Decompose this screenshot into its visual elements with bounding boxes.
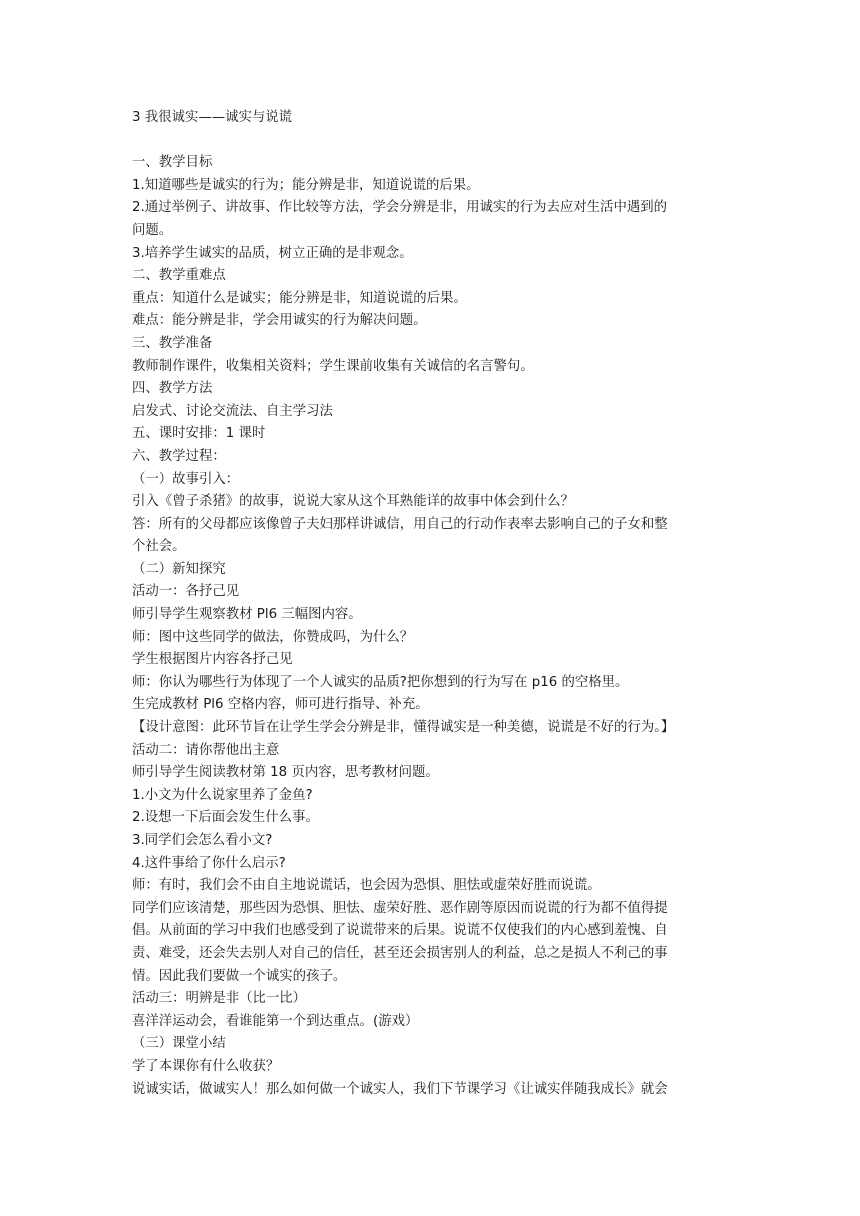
- text-line: 师引导学生观察教材 Pl6 三幅图内容。: [132, 607, 362, 623]
- text-line: 活动三：明辨是非（比一比）: [132, 991, 307, 1007]
- text-line: 说诚实话，做诚实人！那么如何做一个诚实人，我们下节课学习《让诚实伴随我成长》就会: [132, 1081, 668, 1097]
- document-body: [132, 107, 732, 1101]
- text-line: 师：有时，我们会不由自主地说谎话，也会因为恐惧、胆怯或虚荣好胜而说谎。: [132, 878, 601, 894]
- text-line: 3.培养学生诚实的品质，树立正确的是非观念。: [132, 245, 413, 261]
- text-line: 三、教学准备: [132, 335, 213, 351]
- text-line: 同学们应该清楚，那些因为恐惧、胆怯、虚荣好胜、恶作剧等原因而说谎的行为都不值得提: [132, 900, 668, 916]
- text-line: 倡。从前面的学习中我们也感受到了说谎带来的后果。说谎不仅使我们的内心感到羞愧、自: [132, 923, 668, 939]
- text-line: （一）故事引入：: [132, 471, 240, 487]
- text-line: 问题。: [132, 222, 173, 238]
- text-line: 喜洋洋运动会，看谁能第一个到达重点。(游戏）: [132, 1013, 419, 1029]
- text-line: 2.通过举例子、讲故事、作比较等方法，学会分辨是非，用诚实的行为去应对生活中遇到的: [132, 200, 668, 216]
- text-line: 学生根据图片内容各抒己见: [132, 652, 293, 668]
- text-line: 引入《曾子杀猪》的故事，说说大家从这个耳熟能详的故事中体会到什么？: [132, 494, 574, 510]
- text-line: 生完成教材 Pl6 空格内容，师可进行指导、补充。: [132, 697, 429, 713]
- text-line: 四、教学方法: [132, 381, 213, 397]
- text-line: 学了本课你有什么收获？: [132, 1058, 280, 1074]
- text-lines: [132, 152, 732, 1101]
- text-line: 1.知道哪些是诚实的行为；能分辨是非，知道说谎的后果。: [132, 177, 480, 193]
- text-line: 答：所有的父母都应该像曾子夫妇那样讲诚信，用自己的行动作表率去影响自己的子女和整: [132, 516, 668, 532]
- text-line: 责、难受，还会失去别人对自己的信任，甚至还会损害别人的利益，总之是损人不利己的事: [132, 945, 668, 961]
- text-line: 六、教学过程：: [132, 448, 226, 464]
- text-line: 二、教学重难点: [132, 268, 226, 284]
- text-line: 活动一：各抒己见: [132, 584, 240, 600]
- text-line: 师：图中这些同学的做法，你赞成吗，为什么？: [132, 629, 414, 645]
- text-line: 4.这件事给了你什么启示?: [132, 855, 286, 871]
- text-line: 一、教学目标: [132, 155, 213, 171]
- text-line: 重点：知道什么是诚实；能分辨是非，知道说谎的后果。: [132, 290, 467, 306]
- text-line: 1.小文为什么说家里养了金鱼?: [132, 787, 313, 803]
- text-line: 五、课时安排：1 课时: [132, 426, 266, 442]
- text-line: 难点：能分辨是非，学会用诚实的行为解决问题。: [132, 313, 427, 329]
- text-line: 师：你认为哪些行为体现了一个人诚实的品质?把你想到的行为写在 p16 的空格里。: [132, 674, 629, 690]
- text-line: 启发式、讨论交流法、自主学习法: [132, 403, 333, 419]
- text-line: 3.同学们会怎么看小文?: [132, 833, 273, 848]
- text-line: 活动二：请你帮他出主意: [132, 742, 280, 758]
- text-line: （二）新知探究: [132, 561, 226, 577]
- text-line: 2.设想一下后面会发生什么事。: [132, 810, 319, 826]
- text-line: 教师制作课件，收集相关资料；学生课前收集有关诚信的名言警句。: [132, 358, 534, 374]
- text-line: 师引导学生阅读教材第 18 页内容，思考教材问题。: [132, 765, 439, 781]
- text-line: 个社会。: [132, 539, 186, 555]
- document-title: 3 我很诚实——诚实与说谎: [132, 110, 293, 125]
- text-line: 【设计意图：此环节旨在让学生学会分辨是非，懂得诚实是一种美德，说谎是不好的行为。】: [132, 720, 675, 736]
- text-line: 情。因此我们要做一个诚实的孩子。: [132, 968, 347, 984]
- text-line: （三）课堂小结: [132, 1036, 226, 1052]
